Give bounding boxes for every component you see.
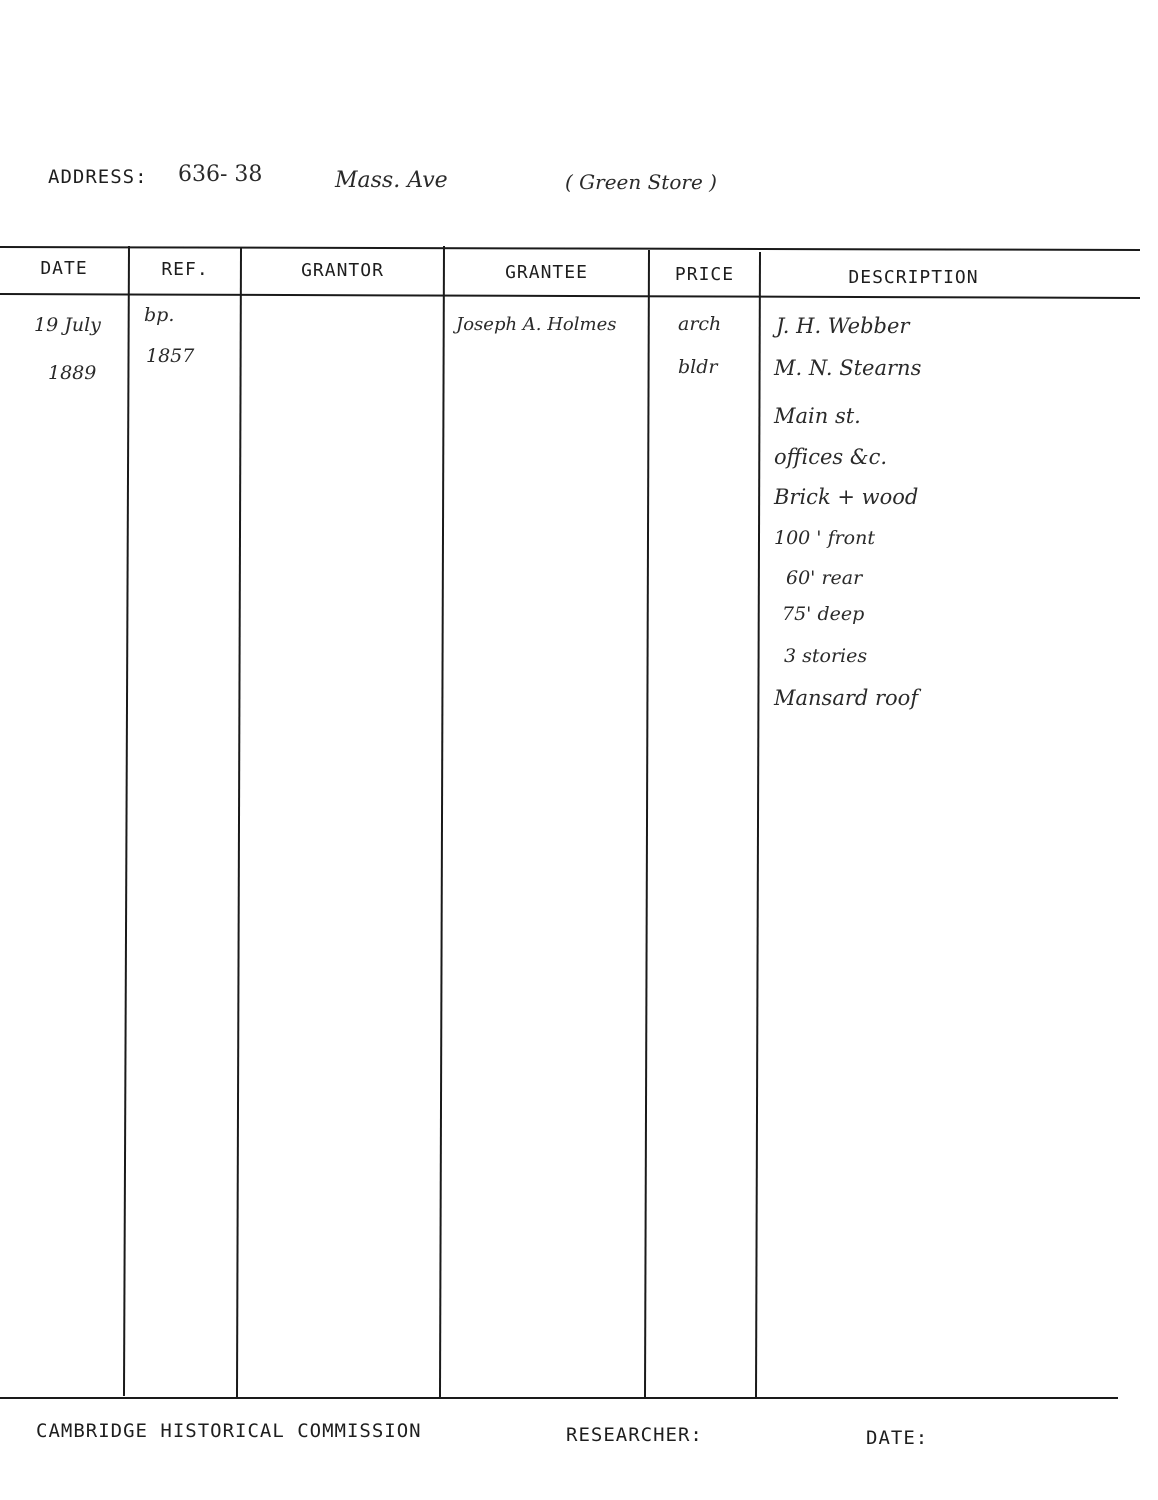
header-bottom-rule (0, 293, 1140, 299)
address-street: Mass. Ave (335, 168, 448, 193)
header-date: DATE (40, 258, 88, 279)
header-ref: REF. (161, 259, 209, 280)
header-price: PRICE (674, 264, 735, 285)
table-bottom-rule (0, 1397, 1118, 1399)
row-grantee: Joseph A. Holmes (456, 314, 617, 335)
col-divider-grantor (439, 246, 445, 1398)
row-description-line: Brick + wood (774, 485, 919, 509)
row-description-line: 60' rear (786, 567, 863, 589)
row-description-line: Main st. (774, 404, 861, 428)
row-date-line1: 19 July (34, 314, 101, 336)
col-divider-price (755, 252, 761, 1398)
col-divider-grantee (644, 250, 650, 1398)
row-ref-line1: bp. (144, 304, 175, 326)
header-description: DESCRIPTION (848, 267, 979, 288)
row-description-line: offices &c. (774, 445, 888, 469)
row-date-line2: 1889 (48, 362, 97, 384)
col-divider-ref (236, 248, 242, 1398)
row-description-line: Mansard roof (774, 686, 919, 710)
footer-researcher-label: RESEARCHER: (566, 1424, 703, 1446)
header-grantee: GRANTEE (505, 262, 588, 283)
row-description-line: 75' deep (782, 603, 865, 625)
row-price-line1: arch (678, 313, 722, 335)
address-note: ( Green Store ) (565, 170, 717, 194)
table-top-rule (0, 246, 1140, 251)
address-label: ADDRESS: (48, 166, 148, 188)
col-divider-date (123, 246, 130, 1396)
row-description-line: 3 stories (784, 645, 868, 667)
row-description-line: 100 ' front (774, 527, 875, 549)
header-grantor: GRANTOR (301, 260, 384, 281)
footer-organization: CAMBRIDGE HISTORICAL COMMISSION (36, 1420, 422, 1442)
address-number: 636- 38 (178, 162, 263, 187)
row-ref-line2: 1857 (146, 345, 195, 367)
row-description-line: J. H. Webber (776, 314, 910, 338)
footer-date-label: DATE: (866, 1427, 929, 1449)
row-description-line: M. N. Stearns (774, 356, 922, 380)
row-price-line2: bldr (678, 356, 718, 378)
